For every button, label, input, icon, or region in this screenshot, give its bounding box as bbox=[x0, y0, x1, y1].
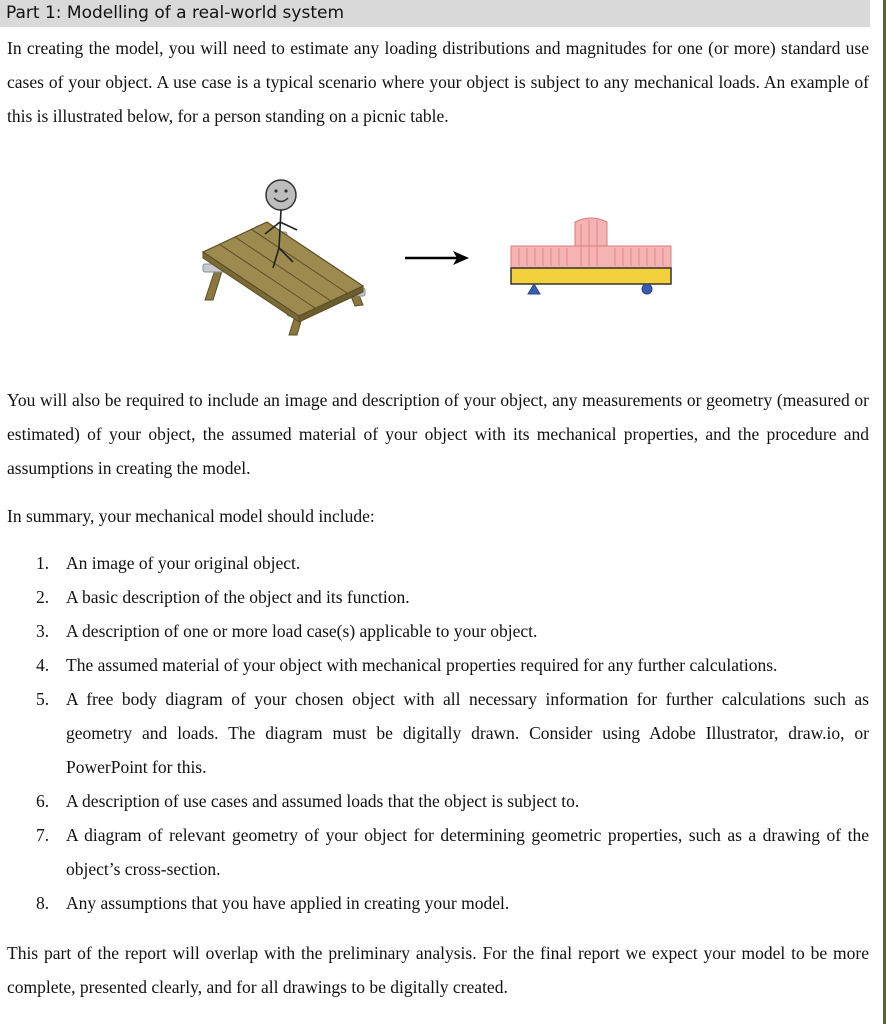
list-item: 4. The assumed material of your object with mechanical properties required for any further calculations. bbox=[36, 655, 778, 675]
list-item: 3. A description of one or more load case(s) applicable to your object. bbox=[36, 621, 538, 641]
intro-paragraph: In creating the model, you will need to estimate any loading distributions and magnitudes for one (or more) standard use cases of your object. A use case is a typical scenario where your object is subject to any mechanical loads. An example of this is illustrated below, for a person standing on a picnic table. bbox=[7, 38, 869, 126]
list-item: 6. A description of use cases and assumed loads that the object is subject to. bbox=[36, 791, 580, 811]
use-case-diagram bbox=[195, 170, 685, 345]
list-item: 1. An image of your original object. bbox=[36, 553, 301, 573]
section-heading: Part 1: Modelling of a real-world system bbox=[0, 0, 870, 27]
list-item: 2. A basic description of the object and its function. bbox=[36, 587, 410, 607]
closing-paragraph: This part of the report will overlap with the preliminary analysis. For the final report we expect your model to be more complete, presented clearly, and for all drawings to be digitally created. bbox=[7, 943, 869, 997]
beam-load-diagram bbox=[511, 218, 671, 294]
list-item: 5. A free body diagram of your chosen object with all necessary information for further calculations such as geometry and loads. The diagram must be digitally drawn. Consider using Adobe Illustrator, draw.io, or PowerPoint for this. bbox=[36, 689, 869, 777]
requirements-intro-paragraph: You will also be required to include an image and description of your object, any measurements or geometry (measured or estimated) of your object, the assumed material of your object with its mechanical properties, and the procedure and assumptions in creating the model. bbox=[7, 390, 869, 478]
summary-line: In summary, your mechanical model should include: bbox=[7, 506, 375, 526]
requirements-list bbox=[0, 546, 869, 920]
arrow-right-icon bbox=[405, 251, 469, 265]
use-case-figure bbox=[195, 170, 685, 345]
list-item: 8. Any assumptions that you have applied in creating your model. bbox=[36, 893, 510, 913]
list-item: 7. A diagram of relevant geometry of your object for determining geometric properties, such as a drawing of the object’s cross-section. bbox=[36, 825, 869, 879]
picnic-table-illustration bbox=[203, 222, 365, 335]
